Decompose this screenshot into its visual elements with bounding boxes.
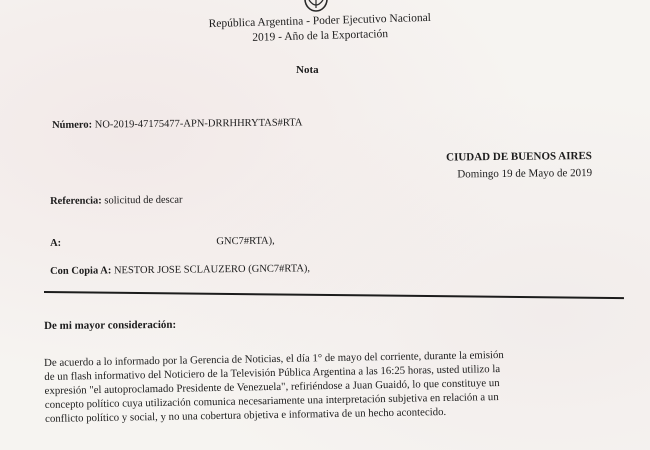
reference-label: Referencia: <box>50 195 102 207</box>
number-value: NO-2019-47175477-APN-DRRHHRYTAS#RTA <box>94 117 303 131</box>
body-line: concepto político cuya utilización comunica necesariamente una interpretación subjetiva en relación a un <box>44 391 499 411</box>
body-paragraph <box>44 346 643 426</box>
recipient-redacted <box>64 244 214 246</box>
cc-value: NESTOR JOSE SCLAUZERO (GNC7#RTA), <box>113 263 311 277</box>
reference-value: solicitud de descar <box>104 194 183 207</box>
recipient-value: GNC7#RTA), <box>216 235 275 248</box>
cc-label: Con Copia A: <box>50 265 112 277</box>
body-line: expresión "el autoproclamado Presidente de Venezuela", refiriéndose a Juan Guaidó, lo que constituye un <box>44 377 500 397</box>
place-date <box>446 148 592 184</box>
reference <box>50 195 183 207</box>
city: CIUDAD DE BUENOS AIRES <box>446 149 593 164</box>
document-header <box>150 9 491 48</box>
document-type: Nota <box>296 64 319 76</box>
body-line: de un flash informativo del Noticiero de la Televisión Pública Argentina a las 16:25 horas, usted utilizo la <box>44 363 501 383</box>
recipient-label: A: <box>50 237 62 249</box>
date: Domingo 19 de Mayo de 2019 <box>457 166 593 181</box>
number-label: Número: <box>52 119 93 131</box>
header-line-1: República Argentina - Poder Ejecutivo Nacional <box>208 11 432 31</box>
recipient <box>50 236 275 249</box>
body-line: conflicto político y social, y no una cobertura objetiva e informativa de un hecho acontecido. <box>44 405 447 425</box>
divider <box>44 291 624 299</box>
greeting: De mi mayor consideración: <box>44 318 177 332</box>
coat-of-arms-icon <box>303 0 329 12</box>
body-line: De acuerdo a lo informado por la Gerencia de Noticias, el día 1° de mayo del corriente, durante la emisión <box>44 348 504 369</box>
carbon-copy <box>50 263 310 277</box>
header-line-2: 2019 - Año de la Exportación <box>252 28 389 44</box>
document-number <box>52 117 302 131</box>
